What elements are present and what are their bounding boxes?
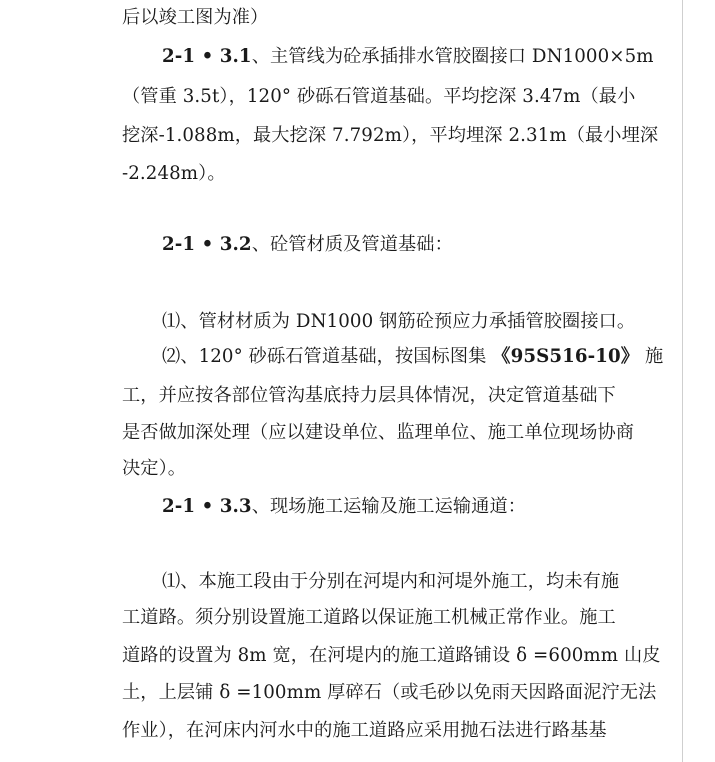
- item-2-text: ⑵、120° 砂砾石管道基础，按国标图集: [162, 346, 487, 367]
- page-edge-divider: [682, 0, 683, 762]
- section-number: 2-1 • 3.2: [162, 234, 252, 255]
- item-1-road-line-1: ⑴、本施工段由于分别在河堤内和河堤外施工，均未有施: [162, 571, 620, 592]
- section-heading-2-1-3-2: [162, 233, 453, 257]
- item-2-foundation-line-4: 决定）。: [122, 458, 187, 479]
- standard-atlas-reference: 《95S516-10》: [492, 346, 640, 367]
- section-text: 、现场施工运输及施工运输通道：: [251, 496, 527, 517]
- item-2-foundation-line-2: 工，并应按各部位管沟基底持力层具体情况，决定管道基础下: [122, 385, 616, 406]
- item-1-road-line-2: 工道路。须分别设置施工道路以保证施工机械正常作业。施工: [122, 607, 616, 628]
- item-2-text-end: 施: [644, 346, 664, 367]
- item-2-foundation-line-3: 是否做加深处理（应以建设单位、监理单位、施工单位现场协商: [122, 422, 635, 443]
- section-heading-2-1-3-3: [162, 495, 526, 519]
- item-2-foundation-line-1: [162, 345, 663, 369]
- text-line-continuation: 后以竣工图为准）: [122, 7, 269, 28]
- section-number: 2-1 • 3.1: [162, 46, 252, 67]
- section-2-1-3-1-line-2: （管重 3.5t），120° 砂砾石管道基础。平均挖深 3.47m（最小: [122, 86, 636, 107]
- section-2-1-3-1-line-4: -2.248m）。: [122, 163, 226, 184]
- section-2-1-3-1-line-3: 挖深-1.088m，最大挖深 7.792m），平均埋深 2.31m（最小埋深: [122, 125, 659, 146]
- item-1-road-line-5: 作业），在河床内河水中的施工道路应采用抛石法进行路基基: [122, 720, 607, 741]
- item-1-pipe-material: ⑴、管材材质为 DN1000 钢筋砼预应力承插管胶圈接口。: [162, 311, 636, 332]
- item-1-road-line-4: 土，上层铺 δ =100mm 厚碎石（或毛砂以免雨天因路面泥泞无法: [122, 682, 657, 703]
- item-1-road-line-3: 道路的设置为 8m 宽，在河堤内的施工道路铺设 δ =600mm 山皮: [122, 645, 661, 666]
- section-text: 、砼管材质及管道基础：: [251, 234, 453, 255]
- section-text: 、主管线为砼承插排水管胶圈接口 DN1000×5m: [251, 46, 654, 67]
- section-number: 2-1 • 3.3: [162, 496, 252, 517]
- section-2-1-3-1-line-1: [162, 45, 654, 69]
